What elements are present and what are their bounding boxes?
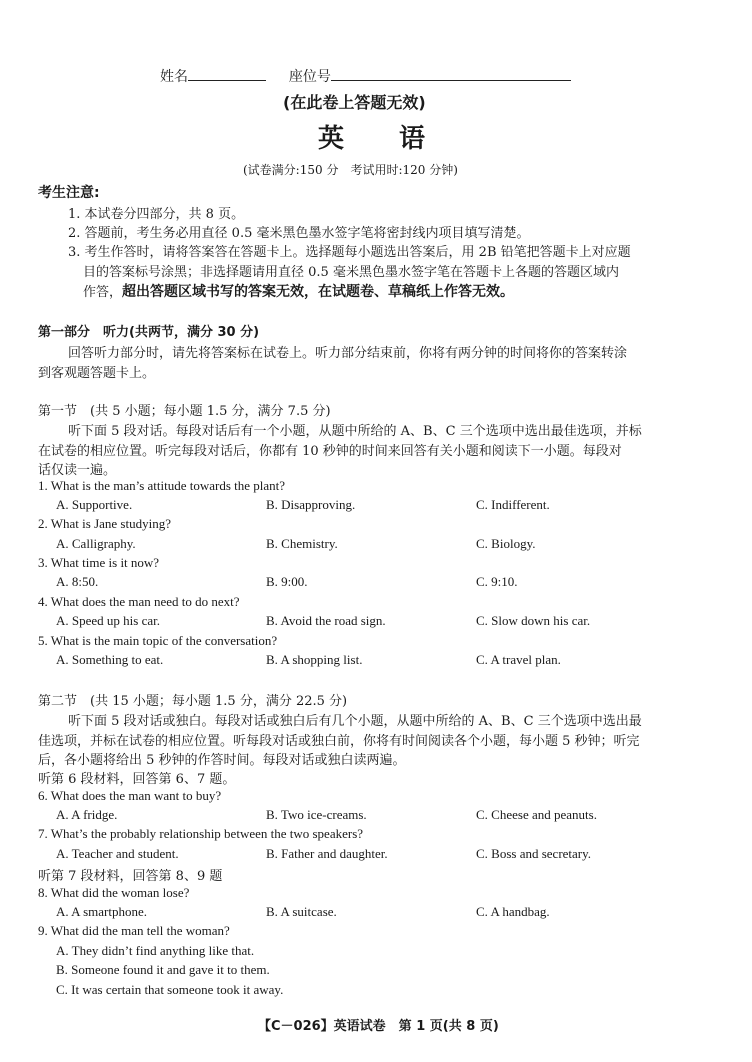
- question-8: 8. What did the woman lose?: [38, 885, 190, 900]
- notice-item-3: 3. 考生作答时，请将答案答在答题卡上。选择题每小题选出答案后，用 2B 铅笔把答题卡上对应题: [68, 245, 631, 260]
- section2-title: 第二节 (共 15 小题；每小题 1.5 分，满分 22.5 分): [38, 694, 348, 709]
- seat-blank[interactable]: [331, 79, 571, 81]
- q3-option-c[interactable]: C. 9:10.: [476, 574, 518, 589]
- q2-option-b[interactable]: B. Chemistry.: [266, 536, 338, 551]
- q9-option-b[interactable]: B. Someone found it and gave it to them.: [56, 962, 270, 977]
- question-9: 9. What did the man tell the woman?: [38, 923, 230, 938]
- q9-option-c[interactable]: C. It was certain that someone took it away.: [56, 982, 284, 997]
- q3-option-a[interactable]: A. 8:50.: [56, 574, 99, 589]
- q4-option-a[interactable]: A. Speed up his car.: [56, 613, 160, 628]
- q1-option-b[interactable]: B. Disapproving.: [266, 497, 356, 512]
- q8-option-b[interactable]: B. A suitcase.: [266, 904, 337, 919]
- seat-label: 座位号: [288, 69, 331, 85]
- section2-instr-1: 听下面 5 段对话或独白。每段对话或独白后有几个小题，从题中所给的 A、B、C 三个选项中选出最: [68, 714, 642, 729]
- q1-option-a[interactable]: A. Supportive.: [56, 497, 133, 512]
- notice-item-3-tail: 作答，: [83, 285, 123, 300]
- name-label: 姓名: [160, 69, 188, 85]
- q6-option-c[interactable]: C. Cheese and peanuts.: [476, 807, 597, 822]
- notice-item-3-end: [83, 281, 514, 301]
- q6-option-b[interactable]: B. Two ice-creams.: [266, 807, 367, 822]
- exam-info: (试卷满分:150 分 考试用时:120 分钟): [243, 163, 458, 177]
- q5-option-c[interactable]: C. A travel plan.: [476, 652, 561, 667]
- q2-option-c[interactable]: C. Biology.: [476, 536, 536, 551]
- q8-option-a[interactable]: A. A smartphone.: [56, 904, 147, 919]
- question-2: 2. What is Jane studying?: [38, 516, 171, 531]
- material-7-heading: 听第 7 段材料，回答第 8、9 题: [38, 869, 223, 884]
- section1-title: 第一节 (共 5 小题；每小题 1.5 分，满分 7.5 分): [38, 404, 331, 419]
- section2-instr-3: 后，各小题将给出 5 秒钟的作答时间。每段对话或独白读两遍。: [38, 753, 406, 768]
- q4-option-b[interactable]: B. Avoid the road sign.: [266, 613, 386, 628]
- material-6-heading: 听第 6 段材料，回答第 6、7 题。: [38, 772, 236, 787]
- q2-option-a[interactable]: A. Calligraphy.: [56, 536, 136, 551]
- question-4: 4. What does the man need to do next?: [38, 594, 240, 609]
- q5-option-b[interactable]: B. A shopping list.: [266, 652, 363, 667]
- q1-option-c[interactable]: C. Indifferent.: [476, 497, 550, 512]
- section1-instr-3: 话仅读一遍。: [38, 463, 117, 478]
- q5-option-a[interactable]: A. Something to eat.: [56, 652, 164, 667]
- name-field[interactable]: [160, 66, 571, 86]
- q9-option-a[interactable]: A. They didn’t find anything like that.: [56, 943, 255, 958]
- question-7: 7. What’s the probably relationship between the two speakers?: [38, 826, 364, 841]
- question-5: 5. What is the main topic of the conversation?: [38, 633, 278, 648]
- part1-intro-1: 回答听力部分时，请先将答案标在试卷上。听力部分结束前，你将有两分钟的时间将你的答案转涂: [68, 346, 628, 361]
- subject-title: 英 语: [318, 124, 427, 154]
- part1-intro-2: 到客观题答题卡上。: [38, 366, 156, 381]
- section2-instr-2: 佳选项，并标在试卷的相应位置。听每段对话或独白前，你将有时间阅读各个小题，每小题 5 秒钟；听完: [38, 734, 640, 749]
- q7-option-a[interactable]: A. Teacher and student.: [56, 846, 179, 861]
- question-6: 6. What does the man want to buy?: [38, 788, 222, 803]
- q4-option-c[interactable]: C. Slow down his car.: [476, 613, 591, 628]
- notice-item-3-cont: 目的答案标号涂黑；非选择题请用直径 0.5 毫米黑色墨水签字笔在答题卡上各题的答题区域内: [83, 265, 619, 280]
- question-3: 3. What time is it now?: [38, 555, 160, 570]
- part1-title: 第一部分 听力(共两节，满分 30 分): [38, 325, 260, 340]
- notice-item-1: 1. 本试卷分四部分，共 8 页。: [68, 207, 245, 222]
- notice-title: 考生注意:: [38, 185, 100, 201]
- q3-option-b[interactable]: B. 9:00.: [266, 574, 308, 589]
- section1-instr-2: 在试卷的相应位置。听完每段对话后，你都有 10 秒钟的时间来回答有关小题和阅读下一小题。每段对: [38, 444, 622, 459]
- section1-instr-1: 听下面 5 段对话。每段对话后有一个小题，从题中所给的 A、B、C 三个选项中选出最佳选项，并标: [68, 424, 642, 439]
- name-blank[interactable]: [188, 79, 266, 81]
- invalid-notice: (在此卷上答题无效): [283, 93, 426, 112]
- notice-emphasis: 超出答题区域书写的答案无效，在试题卷、草稿纸上作答无效。: [122, 284, 515, 300]
- question-1: 1. What is the man’s attitude towards the plant?: [38, 478, 286, 493]
- page-footer: 【C－026】英语试卷 第 1 页(共 8 页): [258, 1019, 499, 1034]
- q7-option-b[interactable]: B. Father and daughter.: [266, 846, 388, 861]
- notice-item-2: 2. 答题前，考生务必用直径 0.5 毫米黑色墨水签字笔将密封线内项目填写清楚。: [68, 226, 530, 241]
- q8-option-c[interactable]: C. A handbag.: [476, 904, 550, 919]
- q6-option-a[interactable]: A. A fridge.: [56, 807, 118, 822]
- q7-option-c[interactable]: C. Boss and secretary.: [476, 846, 592, 861]
